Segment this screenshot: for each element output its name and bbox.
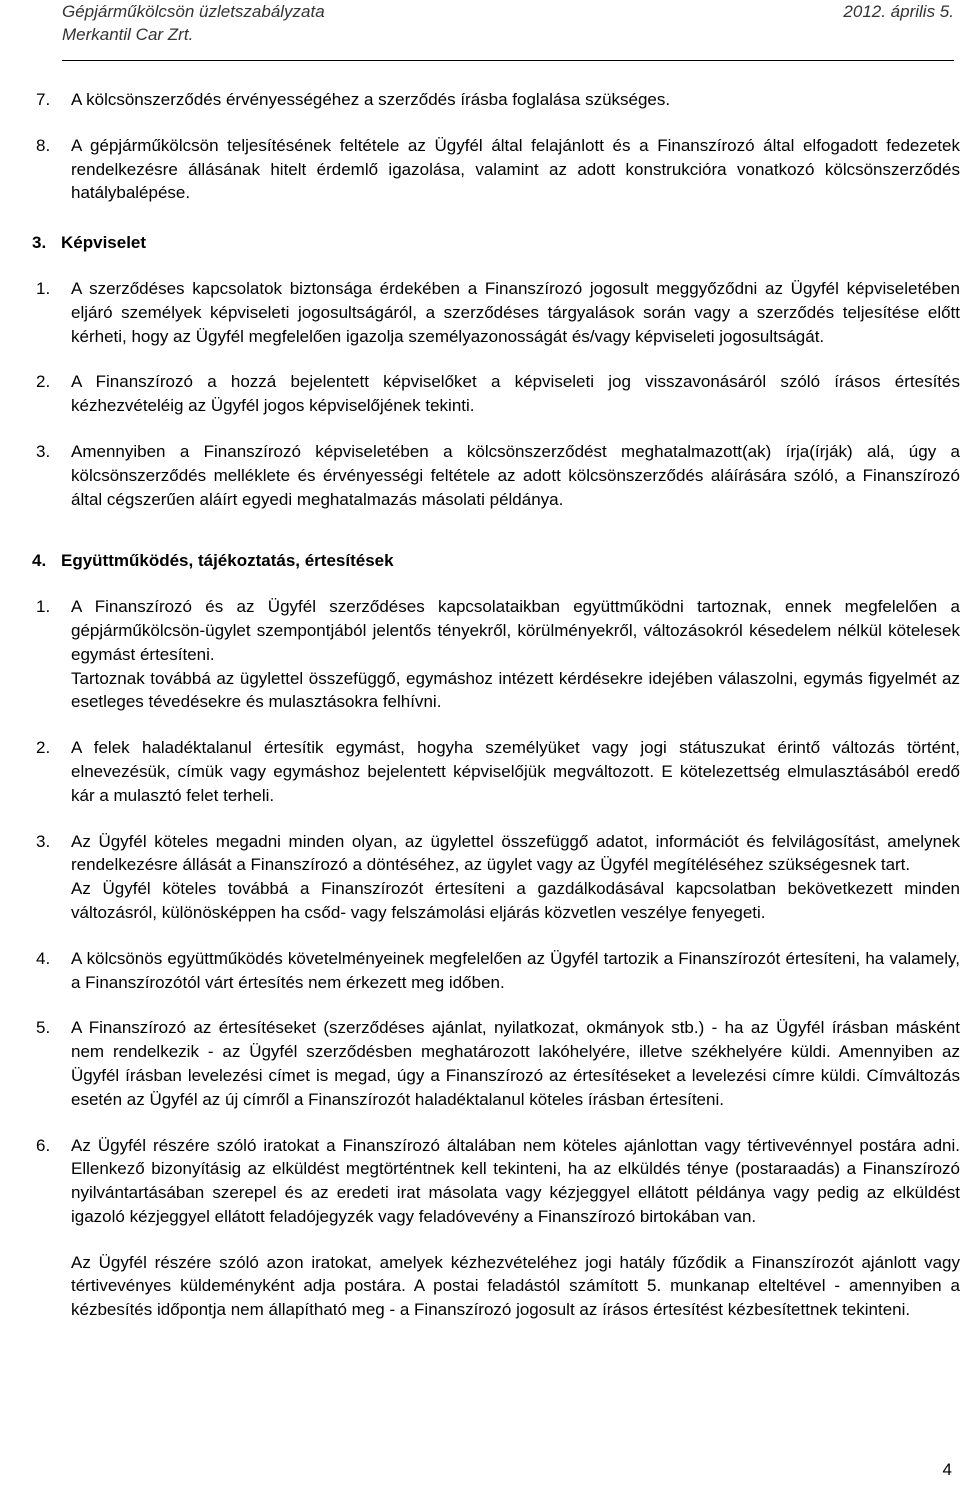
- clause-number: 6.: [36, 1135, 51, 1155]
- clause-4-2: [36, 736, 960, 807]
- clause-number: 1.: [36, 597, 51, 617]
- clause-text: A szerződéses kapcsolatok biztonsága érdekében a Finanszírozó jogosult meggyőződni az Ügyfél képviseletében eljáró személyek képviseleti jogosultságáról, a szerződéses tárgyalások során vagy a szerződés teljesítése előtt kérheti, hogy az Ügyfél megfelelően igazolja személyazonosságát és/vagy képviseleti jogosultságát.: [71, 278, 960, 346]
- clause-text: A Finanszírozó a hozzá bejelentett képviselőket a képviseleti jog visszavonásáról szóló írásos értesítés kézhezvételéig az Ügyfél jogos képviselőjének tekinti.: [71, 372, 960, 416]
- clause-4-1: [36, 595, 960, 714]
- clause-number: 8.: [36, 135, 51, 155]
- clause-text: A kölcsönös együttműködés követelményeinek megfelelően az Ügyfél tartozik a Finanszírozót értesíteni, ha valamely, a Finanszírozótól várt értesítés nem érkezett meg időben.: [71, 948, 960, 992]
- clause-4-5: [36, 1016, 960, 1111]
- page-number: 4: [942, 1460, 952, 1479]
- clause-text: A kölcsönszerződés érvényességéhez a szerződés írásba foglalása szükséges.: [71, 90, 671, 109]
- clause-number: 3.: [36, 441, 51, 461]
- clause-4-4: [36, 947, 960, 995]
- clause-number: 2.: [36, 372, 51, 392]
- header-date: 2012. április 5.: [843, 2, 954, 21]
- clause-3-2: [36, 370, 960, 418]
- company-name: Merkantil Car Zrt.: [62, 25, 194, 44]
- page-header: [62, 0, 954, 64]
- clause-text: Az Ügyfél részére szóló iratokat a Finanszírozó általában nem köteles ajánlottan vagy tértivevénnyel postára adni. Ellenkező bizonyításig az elküldést megtörténtnek kell tekinteni, ha az elküldés ténye (postaraadás) a Finanszírozó nyilvántartásában szerepel és az eredeti irat másolata vagy kézjeggyel ellátott példánya vagy pedig az elküldést igazoló kézjeggyel ellátott feladójegyzék vagy feladóvevény a Finanszírozó birtokában van.: [71, 1135, 960, 1226]
- clause-4-3: [36, 830, 960, 925]
- clause-text: Az Ügyfél részére szóló azon iratokat, amelyek kézhezvételéhez jogi hatály fűződik a Finanszírozót ajánlott vagy tértivevényes küldeményként adja postára. A postai feladástól számított 5. munkanap elteltével - amennyiben a kézbesítés időpontja nem állapítható meg - a Finanszírozó jogosult az írásos értesítést kézbesítettnek tekinteni.: [71, 1252, 960, 1320]
- clause-text: Az Ügyfél köteles továbbá a Finanszírozót értesíteni a gazdálkodásával kapcsolatban bekövetkezett minden változásról, különösképpen ha csőd- vagy felszámolási eljárás közvetlen veszélye fenyegeti.: [71, 879, 960, 922]
- clause-3-3: [36, 440, 960, 511]
- section-heading-4: [32, 549, 960, 573]
- section-heading-3: [32, 231, 960, 255]
- clause-number: 4.: [36, 948, 51, 968]
- document-title: Gépjárműkölcsön üzletszabályzata: [62, 2, 325, 21]
- clause-number: 1.: [36, 278, 51, 298]
- header-rule: [62, 60, 954, 61]
- section-number: 3.: [32, 233, 47, 253]
- clause-text: A Finanszírozó és az Ügyfél szerződéses kapcsolataikban együttműködni tartoznak, ennek megfelelően a gépjárműkölcsön-ügylet szempontjából jelentős tényekről, körülményekről, változásokról késedelem nélkül kötelesek egymást értesíteni.: [71, 597, 960, 664]
- clause-number: 3.: [36, 831, 51, 851]
- clause-number: 5.: [36, 1018, 51, 1038]
- clause-text: A Finanszírozó az értesítéseket (szerződéses ajánlat, nyilatkozat, okmányok stb.) - ha az Ügyfél írásban másként nem rendelkezik - az Ügyfél szerződésben meghatározott lakóhelyére, illetve székhelyére küldi. Amennyiben az Ügyfél írásban levelezési címet is megad, úgy a Finanszírozó az értesítéseket a levelezési címre küldi. Címváltozás esetén az Ügyfél az új címről a Finanszírozót haladéktalanul köteles írásban értesíteni.: [71, 1018, 960, 1109]
- clause-text: Amennyiben a Finanszírozó képviseletében a kölcsönszerződést meghatalmazott(ak) írja(írják) alá, úgy a kölcsönszerződés melléklete és érvényességi feltétele az adott kölcsönszerződés aláírására szóló, a Finanszírozó által cégszerűen aláírt egyedi meghatalmazás másolati példánya.: [71, 441, 960, 509]
- clause-text: Az Ügyfél köteles megadni minden olyan, az ügylettel összefüggő adatot, információt és felvilágosítást, amelynek rendelkezésre állását a Finanszírozó a döntéséhez, az ügylet vagy az Ügyfél megítéléséhez szükségesnek tart.: [71, 831, 960, 875]
- clause-text: Tartoznak továbbá az ügylettel összefüggő, egymáshoz intézett kérdésekre idejében válaszolni, egymás figyelmét az esetleges tévedésekre és mulasztásokra felhívni.: [71, 668, 960, 712]
- clause-4-6: [36, 1134, 960, 1229]
- clause-2-7: [36, 88, 960, 112]
- section-title: Együttműködés, tájékoztatás, értesítések: [61, 551, 394, 571]
- clause-3-1: [36, 277, 960, 348]
- section-number: 4.: [32, 551, 47, 571]
- clause-number: 2.: [36, 738, 51, 758]
- header-left: [62, 0, 325, 46]
- clause-number: 7.: [36, 90, 51, 109]
- clause-2-8: [36, 134, 960, 205]
- document-body: [32, 88, 960, 1322]
- clause-4-6-continued: [36, 1251, 960, 1322]
- clause-text: A felek haladéktalanul értesítik egymást, hogyha személyüket vagy jogi státuszukat érintő változás történt, elnevezésük, címük vagy egymáshoz bejelentett képviselőjük megváltozott. E kötelezettség elmulasztásából eredő kár a mulasztó felet terheli.: [71, 738, 960, 805]
- clause-text: A gépjárműkölcsön teljesítésének feltétele az Ügyfél által felajánlott és a Finanszírozó által elfogadott fedezetek rendelkezésre állásának hitelt érdemlő igazolása, valamint az adott konstrukcióra vonatkozó kölcsönszerződés hatálybalépése.: [71, 135, 960, 203]
- section-title: Képviselet: [61, 233, 147, 253]
